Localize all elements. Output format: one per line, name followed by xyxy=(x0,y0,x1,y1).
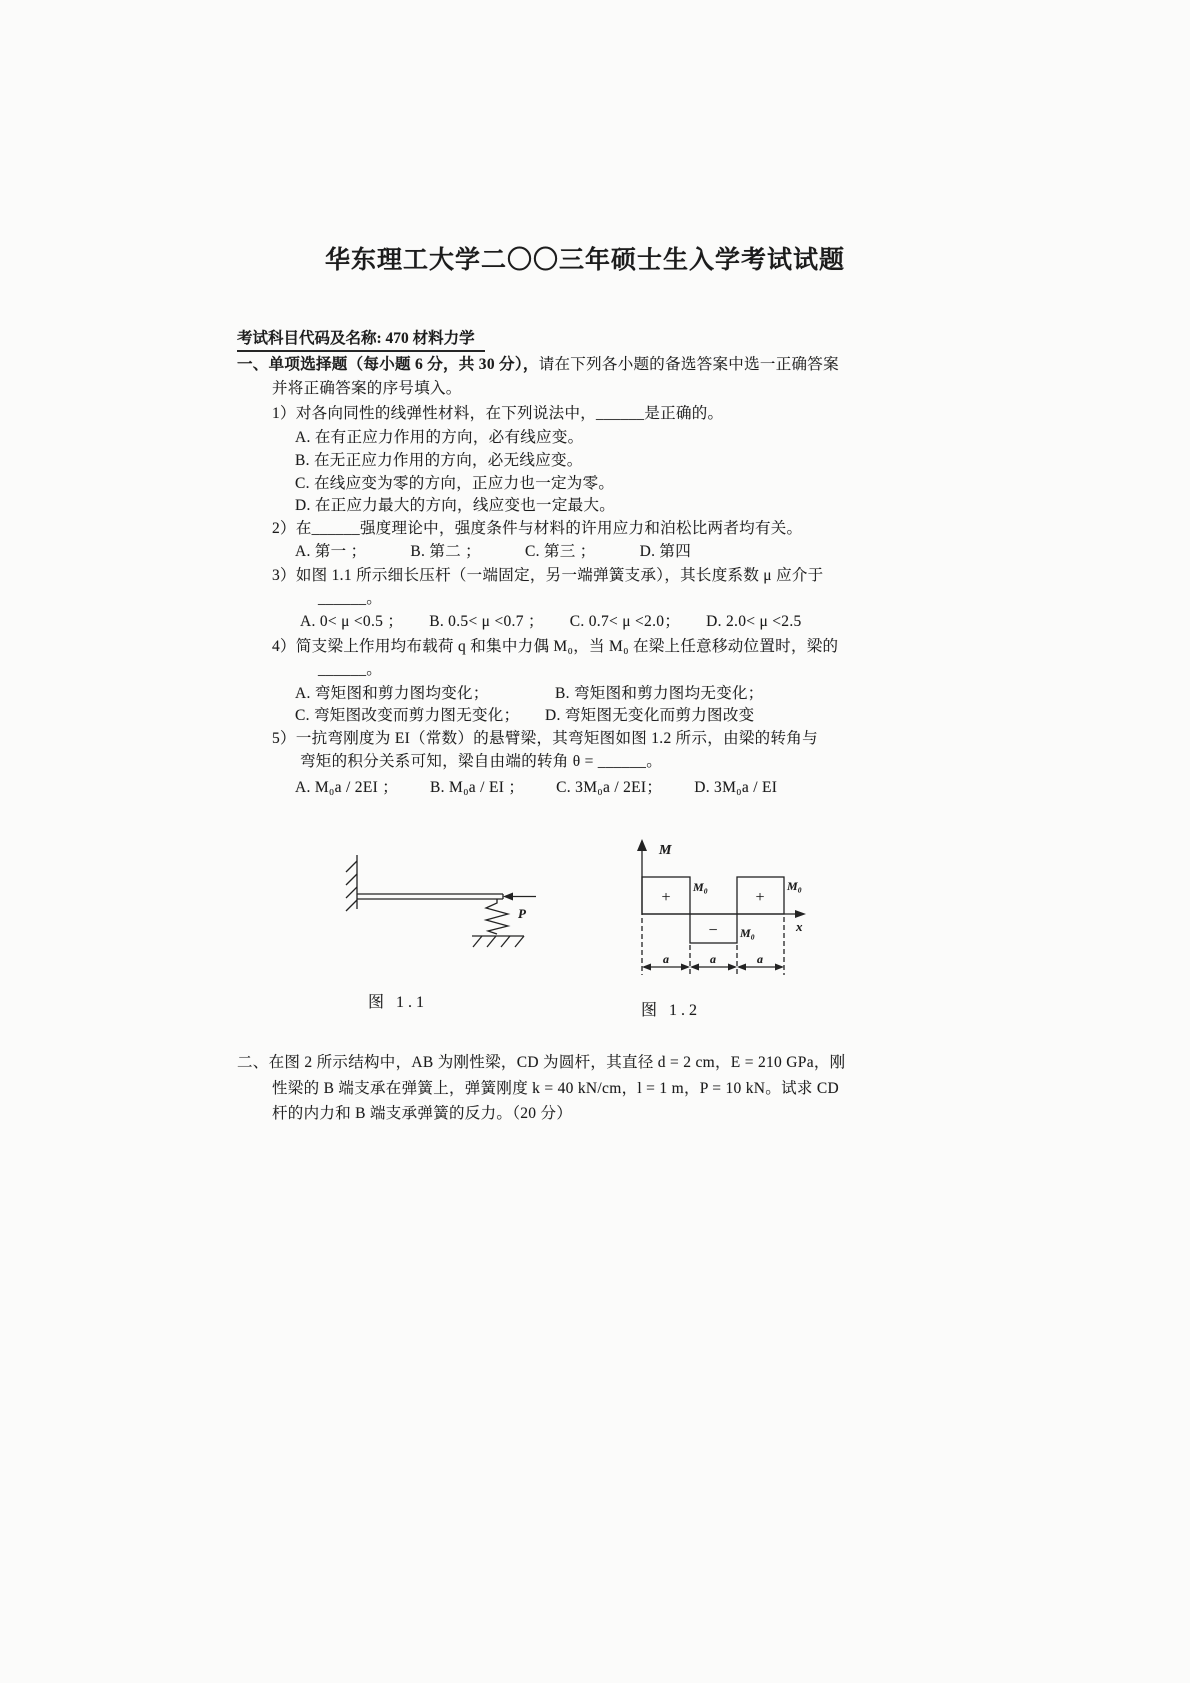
q5-option-a: A. M₀a / 2EI ； xyxy=(295,779,399,796)
q2-option-d: D. 第四 xyxy=(639,543,692,560)
q1-option-a: A. 在有正应力作用的方向，必有线应变。 xyxy=(295,429,584,446)
q4-blank: ______。 xyxy=(318,661,383,678)
dim-label-2: a xyxy=(710,952,716,966)
axis-y-label: M xyxy=(659,843,672,858)
q4-stem: 4）简支梁上作用均布载荷 q 和集中力偶 M₀，当 M₀ 在梁上任意移动位置时，梁的 xyxy=(272,638,839,655)
dim-label-3: a xyxy=(757,952,763,966)
force-arrow xyxy=(503,893,536,901)
plus-sign-2: + xyxy=(755,889,765,906)
q2-options xyxy=(295,542,691,562)
subject-line: 考试科目代码及名称: 470 材料力学 xyxy=(237,326,485,352)
plus-sign-1: + xyxy=(661,889,671,906)
section1-heading-rest: 请在下列各小题的备选答案中选一正确答案 xyxy=(538,356,839,373)
q4-option-c: C. 弯矩图改变而剪力图无变化； xyxy=(295,707,520,724)
column-bar xyxy=(357,894,503,899)
q5-stem-line2: 弯矩的积分关系可知，梁自由端的转角 θ = ______。 xyxy=(300,753,662,770)
fixed-support xyxy=(346,855,357,911)
figure-1-1-caption: 图 1.1 xyxy=(368,994,429,1011)
q2-option-a: A. 第一 ； xyxy=(295,543,367,560)
minus-sign: − xyxy=(708,922,718,939)
q5-stem-line1: 5）一抗弯刚度为 EI（常数）的悬臂梁，其弯矩图如图 1.2 所示，由梁的转角与 xyxy=(272,730,818,747)
dim-label-1: a xyxy=(663,952,669,966)
q3-stem: 3）如图 1.1 所示细长压杆（一端固定，另一端弹簧支承），其长度系数 μ 应介于 xyxy=(272,567,824,584)
section2-line3: 杆的内力和 B 端支承弹簧的反力。（20 分） xyxy=(272,1105,573,1122)
page-title: 华东理工大学二〇〇三年硕士生入学考试试题 xyxy=(325,247,846,274)
q1-option-b: B. 在无正应力作用的方向，必无线应变。 xyxy=(295,452,583,469)
section1-heading xyxy=(237,355,839,375)
section1-heading-line2: 并将正确答案的序号填入。 xyxy=(272,380,462,397)
axis-x-label: x xyxy=(796,919,803,934)
q3-options xyxy=(300,612,802,632)
force-label: P xyxy=(518,906,526,921)
section1-heading-bold: 一、单项选择题（每小题 6 分，共 30 分）， xyxy=(237,356,539,373)
moment-value-label-3: M₀ xyxy=(740,926,755,940)
q3-option-d: D. 2.0< μ <2.5 xyxy=(706,613,802,630)
figure-1-2-caption: 图 1.2 xyxy=(641,1002,702,1019)
q1-stem: 1）对各向同性的线弹性材料，在下列说法中，______是正确的。 xyxy=(272,405,724,422)
q5-option-b: B. M₀a / EI ； xyxy=(430,779,525,796)
figure-1-1-column-diagram xyxy=(338,845,548,955)
q2-option-c: C. 第三 ； xyxy=(525,543,596,560)
q3-option-b: B. 0.5< μ <0.7 ； xyxy=(429,613,544,630)
q5-option-c: C. 3M₀a / 2EI； xyxy=(556,779,663,796)
q3-option-a: A. 0< μ <0.5 ； xyxy=(300,613,404,630)
q2-option-b: B. 第二 ； xyxy=(410,543,481,560)
q3-blank: ______。 xyxy=(318,590,383,607)
q5-option-d: D. 3M₀a / EI xyxy=(694,779,778,796)
figure-1-2-moment-diagram xyxy=(582,833,827,993)
moment-value-label-1: M₀ xyxy=(693,880,708,894)
q4-option-a: A. 弯矩图和剪力图均变化； xyxy=(295,685,489,702)
moment-value-label-2: M₀ xyxy=(787,879,802,893)
q1-option-d: D. 在正应力最大的方向，线应变也一定最大。 xyxy=(295,497,616,514)
spring-support xyxy=(472,899,524,947)
section2-line2: 性梁的 B 端支承在弹簧上，弹簧刚度 k = 40 kN/cm，l = 1 m，P = 10 kN。试求 CD xyxy=(272,1080,840,1097)
q4-option-d: D. 弯矩图无变化而剪力图改变 xyxy=(545,707,755,724)
section2-line1: 二、在图 2 所示结构中，AB 为刚性梁，CD 为圆杆，其直径 d = 2 cm，E = 210 GPa，刚 xyxy=(237,1054,846,1071)
q4-option-b: B. 弯矩图和剪力图均无变化； xyxy=(555,685,764,702)
q3-option-c: C. 0.7< μ <2.0； xyxy=(569,613,681,630)
q2-stem: 2）在______强度理论中，强度条件与材料的许用应力和泊松比两者均有关。 xyxy=(272,520,803,537)
q5-options xyxy=(295,778,777,798)
q1-option-c: C. 在线应变为零的方向，正应力也一定为零。 xyxy=(295,475,615,492)
